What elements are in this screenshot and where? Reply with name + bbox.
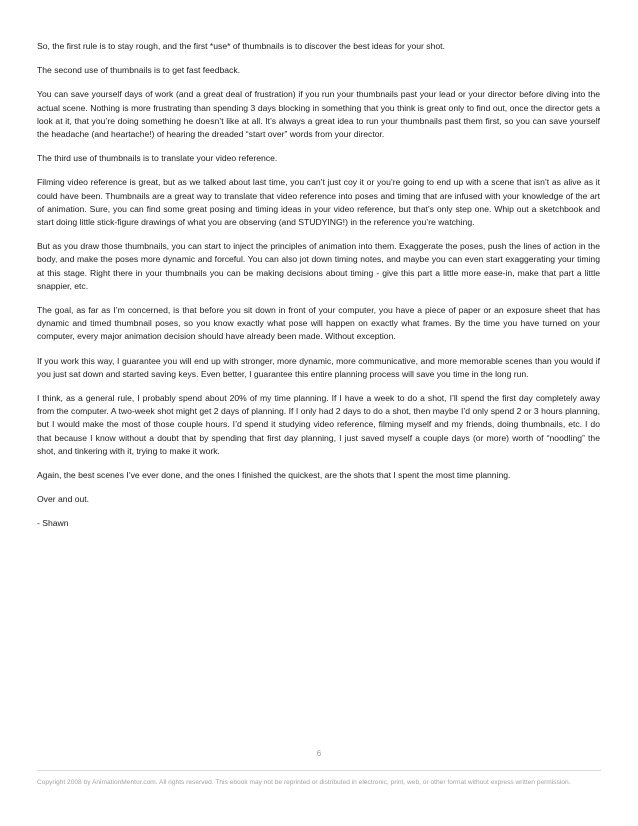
document-body [37, 40, 600, 542]
paragraph-8: If you work this way, I guarantee you will end up with stronger, more dynamic, more communicative, and more memorable scenes than you would if you just sat down and started saving keys. Even better, I guarantee this entire planning process will save you time in the long run. [37, 355, 600, 379]
paragraph-3: You can save yourself days of work (and a great deal of frustration) if you run your thumbnails past your lead or your director before diving into the actual scene. Nothing is more frustrating than spending 3 days blocking in something that you think is great only to find out, once the director gets a look at it, that you’re doing something he doesn’t like at all. It’s always a great idea to run your thumbnails past them first, so you can save yourself the headache (and heartache!) of hearing the dreaded “start over” words from your director. [37, 89, 600, 140]
paragraph-9: I think, as a general rule, I probably spend about 20% of my time planning. If I have a week to do a shot, I’ll spend the first day completely away from the computer. A two-week shot might get 2 days of planning. If I only had 2 days to do a shot, then maybe I’d only spend 2 or 3 hours planning, but I would make the most of those couple hours. I’d spend it studying video reference, filming myself and my friends, doing thumbnails, etc. I do that because I know without a doubt that by spending that first day planning, I just saved myself a couple days (or more) worth of “noodling” the shot, and tinkering with it, trying to make it work. [37, 393, 600, 456]
paragraph-4: The third use of thumbnails is to translate your video reference. [37, 153, 278, 164]
page-number: 6 [316, 749, 322, 758]
sign-off: Over and out. [37, 494, 90, 505]
paragraph-6: But as you draw those thumbnails, you can start to inject the principles of animation into them. Exaggerate the poses, push the lines of action in the body, and make the poses more dynamic and forceful. You can also jot down timing notes, and maybe you can even start exaggerating your timing at this stage. Right there in your thumbnails you can be making decisions about timing - give this part a little more ease-in, make that part a little snappier, etc. [37, 241, 600, 291]
paragraph-5: Filming video reference is great, but as we talked about last time, you can’t just coy it or you’re going to end up with a scene that isn’t as alive as it could have been. Thumbnails are a great way to translate that video reference into poses and timing that are infused with your knowledge of the art of animation. Sure, you can find some great posing and timing ideas in your video reference, but that’s only step one. Whip out a sketchbook and start doing little stick-figure drawings of what you are observing (and STUDYING!) in the reference you’re watching. [37, 177, 600, 228]
copyright-notice: Copyright 2008 by AnimationMentor.com. All rights reserved. This ebook may not be reprinted or distributed in electronic, print, web, or other format without express written permission. [37, 779, 571, 786]
footer-divider [37, 770, 601, 771]
paragraph-1: So, the first rule is to stay rough, and the first *use* of thumbnails is to discover the best ideas for your shot. [37, 41, 445, 51]
paragraph-7: The goal, as far as I’m concerned, is that before you sit down in front of your computer, you have a piece of paper or an exposure sheet that has dynamic and timed thumbnail poses, so you know exactly what pose will happen on exactly what frames. By the time you have turned on your computer, every major animation decision should have already been made. Without exception. [37, 305, 600, 342]
signature: - Shawn [37, 518, 69, 529]
paragraph-2: The second use of thumbnails is to get fast feedback. [37, 65, 241, 76]
paragraph-10: Again, the best scenes I’ve ever done, and the ones I finished the quickest, are the shots that I spent the most time planning. [37, 470, 511, 481]
